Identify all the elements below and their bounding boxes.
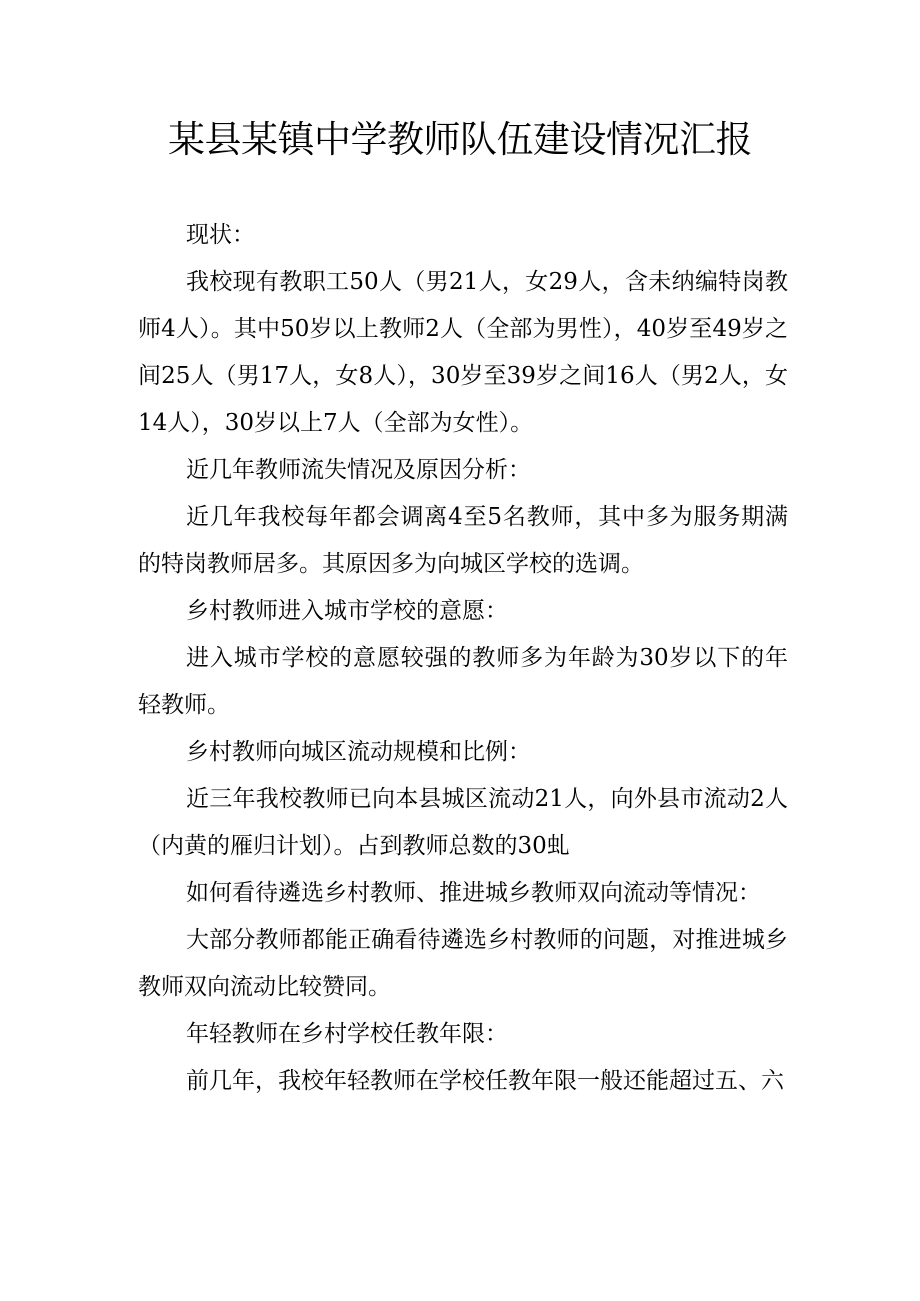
paragraph-selection-view: 大部分教师都能正确看待遴选乡村教师的问题，对推进城乡教师双向流动比较赞同。 [138,927,788,1000]
heading-tenure: 年轻教师在乡村学校任教年限： [186,1021,508,1047]
heading-status: 现状： [186,222,255,248]
paragraph-flow-scale: 近三年我校教师已向本县城区流动21人，向外县市流动2人（内黄的雁归计划）。占到教师总数的30虬 [138,786,788,859]
heading-selection-view: 如何看待遴选乡村教师、推进城乡教师双向流动等情况： [186,880,761,906]
heading-flow-scale: 乡村教师向城区流动规模和比例： [186,739,531,765]
paragraph-city-willingness: 进入城市学校的意愿较强的教师多为年龄为30岁以下的年轻教师。 [138,645,788,718]
paragraph-tenure: 前几年，我校年轻教师在学校任教年限一般还能超过五、六 [186,1068,784,1094]
document-title: 某县某镇中学教师队伍建设情况汇报 [168,118,752,161]
heading-teacher-loss: 近几年教师流失情况及原因分析： [186,457,531,483]
heading-city-willingness: 乡村教师进入城市学校的意愿： [186,598,508,624]
paragraph-teacher-loss: 近几年我校每年都会调离4至5名教师，其中多为服务期满的特岗教师居多。其原因多为向城区学校的选调。 [138,504,788,577]
paragraph-staff-composition: 我校现有教职工50人（男21人，女29人，含未纳编特岗教师4人）。其中50岁以上教师2人（全部为男性），40岁至49岁之间25人（男17人，女8人），30岁至39岁之间16人（男2人，女14人），30岁以上7人（全部为女性）。 [138,269,788,436]
document-body [138,212,788,1105]
